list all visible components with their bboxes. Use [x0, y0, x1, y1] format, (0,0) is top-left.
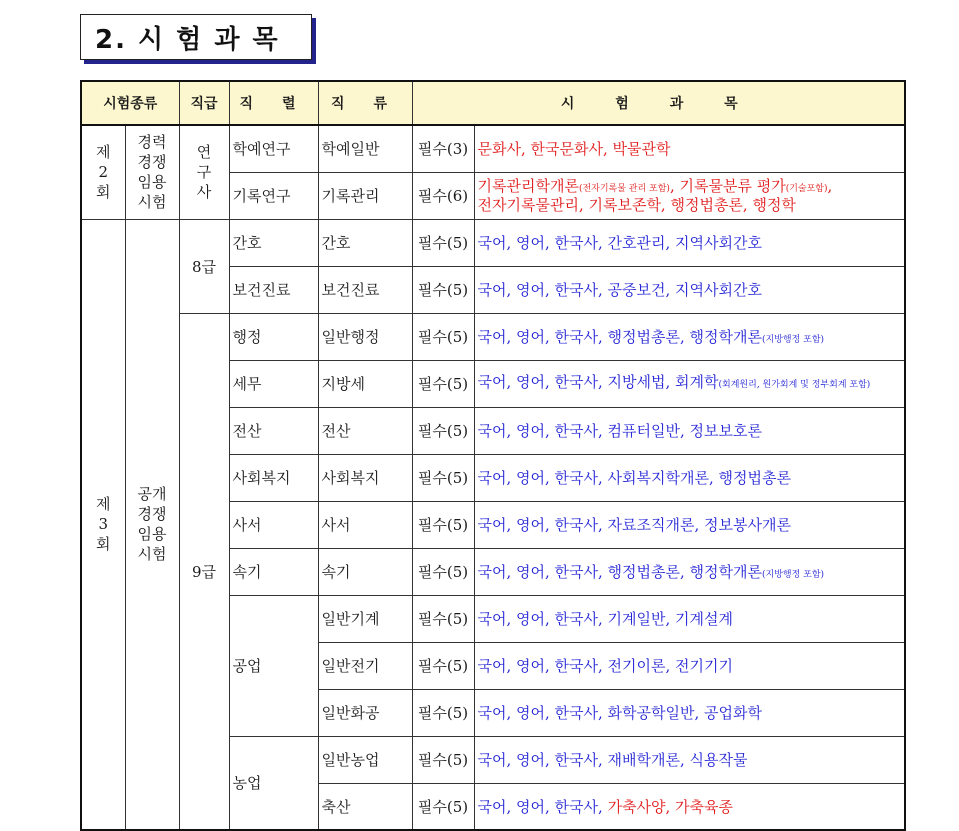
subject-text: 국어, 영어, 한국사, 자료조직개론, 정보봉사개론	[477, 516, 791, 534]
subjects-cell	[474, 172, 905, 219]
class-cell: 학예일반	[318, 125, 412, 172]
subject-text: 가축사양, 가축육종	[607, 797, 734, 816]
required-count: 필수(5)	[412, 501, 474, 548]
subject-text: (전자기록물 관리 포함)	[578, 184, 670, 194]
series-cell: 공업	[229, 595, 318, 736]
round-2-grade: 연 구 사	[179, 125, 229, 219]
subject-text: 국어, 영어, 한국사, 전기이론, 전기기기	[477, 657, 734, 675]
subject-text: (지방행정 포함)	[762, 335, 825, 345]
series-cell: 농업	[229, 736, 318, 830]
required-count: 필수(5)	[412, 219, 474, 266]
subjects-cell	[474, 219, 905, 266]
class-cell: 축산	[318, 783, 412, 830]
required-count: 필수(5)	[412, 454, 474, 501]
subject-text: 국어, 영어, 한국사, 기계일반, 기계설계	[477, 610, 734, 628]
series-cell: 사회복지	[229, 454, 318, 501]
required-count: 필수(5)	[412, 736, 474, 783]
series-cell: 속기	[229, 548, 318, 595]
subject-text: 국어, 영어, 한국사,	[477, 797, 608, 816]
subject-text: 기록관리학개론	[477, 177, 579, 195]
subject-text: 국어, 영어, 한국사, 간호관리, 지역사회간호	[477, 234, 762, 252]
grade-9: 9급	[179, 313, 229, 830]
required-count: 필수(5)	[412, 783, 474, 830]
subjects-cell	[474, 501, 905, 548]
class-cell: 간호	[318, 219, 412, 266]
table-row	[81, 313, 905, 360]
class-cell: 속기	[318, 548, 412, 595]
class-cell: 전산	[318, 407, 412, 454]
required-count: 필수(5)	[412, 360, 474, 407]
class-cell: 일반농업	[318, 736, 412, 783]
required-count: 필수(5)	[412, 548, 474, 595]
subjects-cell	[474, 407, 905, 454]
subjects-cell	[474, 454, 905, 501]
round-3-label: 제 3 회	[81, 219, 125, 830]
subjects-cell	[474, 266, 905, 313]
subjects-cell	[474, 783, 905, 830]
series-cell: 간호	[229, 219, 318, 266]
required-count: 필수(5)	[412, 689, 474, 736]
series-cell: 학예연구	[229, 125, 318, 172]
subject-text: 국어, 영어, 한국사, 행정법총론, 행정학개론	[477, 328, 762, 346]
subject-text: 국어, 영어, 한국사, 재배학개론, 식용작물	[477, 751, 748, 769]
class-cell: 기록관리	[318, 172, 412, 219]
subject-text: 전자기록물관리, 기록보존학, 행정법총론, 행정학	[477, 196, 796, 214]
subject-text: ,	[827, 177, 833, 195]
subjects-cell	[474, 595, 905, 642]
class-cell: 사서	[318, 501, 412, 548]
subject-text: 국어, 영어, 한국사, 공중보건, 지역사회간호	[477, 281, 762, 299]
subject-text: 국어, 영어, 한국사, 화학공학일반, 공업화학	[477, 704, 762, 722]
series-cell: 행정	[229, 313, 318, 360]
series-cell: 사서	[229, 501, 318, 548]
class-cell: 일반전기	[318, 642, 412, 689]
subject-text: 국어, 영어, 한국사, 행정법총론, 행정학개론	[477, 563, 762, 581]
header-exam-type: 시험종류	[81, 81, 179, 125]
required-count: 필수(6)	[412, 172, 474, 219]
class-cell: 일반행정	[318, 313, 412, 360]
round-2-label: 제 2 회	[81, 125, 125, 219]
class-cell: 지방세	[318, 360, 412, 407]
subjects-cell	[474, 313, 905, 360]
required-count: 필수(5)	[412, 595, 474, 642]
header-subjects: 시 험 과 목	[412, 81, 905, 125]
required-count: 필수(5)	[412, 313, 474, 360]
table-row	[81, 125, 905, 172]
subjects-cell	[474, 736, 905, 783]
required-count: 필수(5)	[412, 266, 474, 313]
required-count: 필수(5)	[412, 642, 474, 689]
section-heading-box	[80, 14, 312, 60]
series-cell: 전산	[229, 407, 318, 454]
subject-text: , 기록물분류 평가	[669, 177, 786, 195]
subjects-cell	[474, 689, 905, 736]
round-3-exam-type: 공개 경쟁 임용 시험	[125, 219, 179, 830]
subject-text: 국어, 영어, 한국사, 컴퓨터일반, 정보보호론	[477, 422, 762, 440]
exam-subjects-table	[80, 80, 906, 831]
subject-text: (회계원리, 원가회계 및 정부회계 포함)	[718, 380, 871, 390]
required-count: 필수(5)	[412, 407, 474, 454]
subject-text: 국어, 영어, 한국사, 사회복지학개론, 행정법총론	[477, 469, 791, 487]
header-row	[81, 81, 905, 125]
class-cell: 일반기계	[318, 595, 412, 642]
header-grade: 직급	[179, 81, 229, 125]
subjects-cell	[474, 548, 905, 595]
subject-text: 문화사, 한국문화사, 박물관학	[477, 140, 671, 159]
subjects-cell	[474, 125, 905, 172]
grade-8: 8급	[179, 219, 229, 313]
series-cell: 세무	[229, 360, 318, 407]
subject-text: (기술포함)	[785, 184, 828, 194]
series-cell: 보건진료	[229, 266, 318, 313]
class-cell: 보건진료	[318, 266, 412, 313]
class-cell: 일반화공	[318, 689, 412, 736]
section-heading: 2. 시 험 과 목	[95, 24, 280, 55]
table-row	[81, 219, 905, 266]
subjects-cell	[474, 360, 905, 407]
subject-text: (지방행정 포함)	[762, 570, 825, 580]
class-cell: 사회복지	[318, 454, 412, 501]
series-cell: 기록연구	[229, 172, 318, 219]
required-count: 필수(3)	[412, 125, 474, 172]
header-series: 직 렬	[229, 81, 318, 125]
subjects-cell	[474, 642, 905, 689]
header-class: 직 류	[318, 81, 412, 125]
subject-text: 국어, 영어, 한국사, 지방세법, 회계학	[477, 373, 719, 391]
round-2-exam-type: 경력 경쟁 임용 시험	[125, 125, 179, 219]
